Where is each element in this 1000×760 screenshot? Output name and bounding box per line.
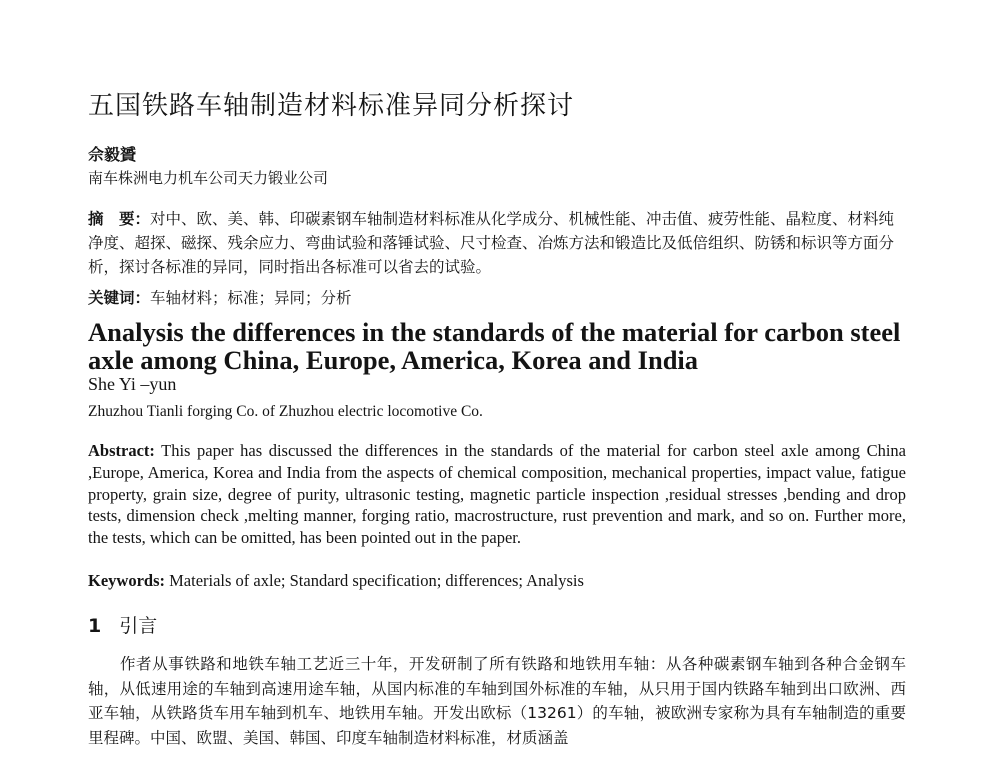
body-paragraph: 作者从事铁路和地铁车轴工艺近三十年，开发研制了所有铁路和地铁用车轴：从各种碳素钢车轴到各种合金钢车轴，从低速用途的车轴到高速用途车轴，从国内标准的车轴到国外标准的车轴，从只用于国内铁路车轴到出口欧洲、西亚车轴，从铁路货车用车轴到机车、地铁用车轴。开发出欧标（13261）的车轴，被欧洲专家称为具有车轴制造的重要里程碑。中国、欧盟、美国、韩国、印度车轴制造材料标准，材质涵盖 (88, 655, 906, 747)
chinese-author: 佘毅贇 (88, 145, 137, 164)
english-abstract-label: Abstract: (88, 441, 155, 460)
english-author: She Yi –yun (88, 374, 177, 394)
chinese-abstract-label: 摘 要： (88, 210, 151, 228)
section-heading (88, 611, 157, 638)
english-abstract (88, 440, 906, 549)
chinese-abstract-text: 对中、欧、美、韩、印碳素钢车轴制造材料标准从化学成分、机械性能、冲击值、疲劳性能、晶粒度、材料纯净度、超探、磁探、残余应力、弯曲试验和落锤试验、尺寸检查、冶炼方法和锻造比及低倍组织、防锈和标识等方面分析，探讨各标准的异同，同时指出各标准可以省去的试验。 (88, 210, 895, 276)
english-abstract-text: This paper has discussed the differences in the standards of the material for carbon steel axle among China ,Europe, America, Korea and India from the aspects of chemical composition, mechanical properties, impact value, fatigue property, grain size, degree of purity, ultrasonic testing, magnetic particle inspection ,residual stresses ,bending and drop tests, dimension check ,melting manner, forging ratio, macrostructure, rust prevention and mark, and so on. Further more, the tests, which can be omitted, has been pointed out in the paper. (88, 441, 906, 548)
section-title: 引言 (119, 615, 158, 637)
english-keywords-text: Materials of axle; Standard specification; differences; Analysis (165, 571, 584, 590)
chinese-keywords-label: 关键词： (88, 289, 151, 307)
chinese-title: 五国铁路车轴制造材料标准异同分析探讨 (88, 91, 575, 121)
english-keywords-label: Keywords: (88, 571, 165, 590)
chinese-keywords-text: 车轴材料；标准；异同；分析 (150, 289, 352, 307)
english-title: Analysis the differences in the standards of the material for carbon steel axle among China, Europe, America, Korea and India (88, 317, 901, 375)
chinese-keywords (88, 286, 352, 308)
english-affiliation: Zhuzhou Tianli forging Co. of Zhuzhou electric locomotive Co. (88, 403, 483, 420)
chinese-abstract (88, 207, 906, 279)
english-keywords (88, 571, 584, 591)
section-number: 1 (88, 615, 102, 637)
chinese-affiliation: 南车株洲电力机车公司天力锻业公司 (88, 169, 329, 187)
